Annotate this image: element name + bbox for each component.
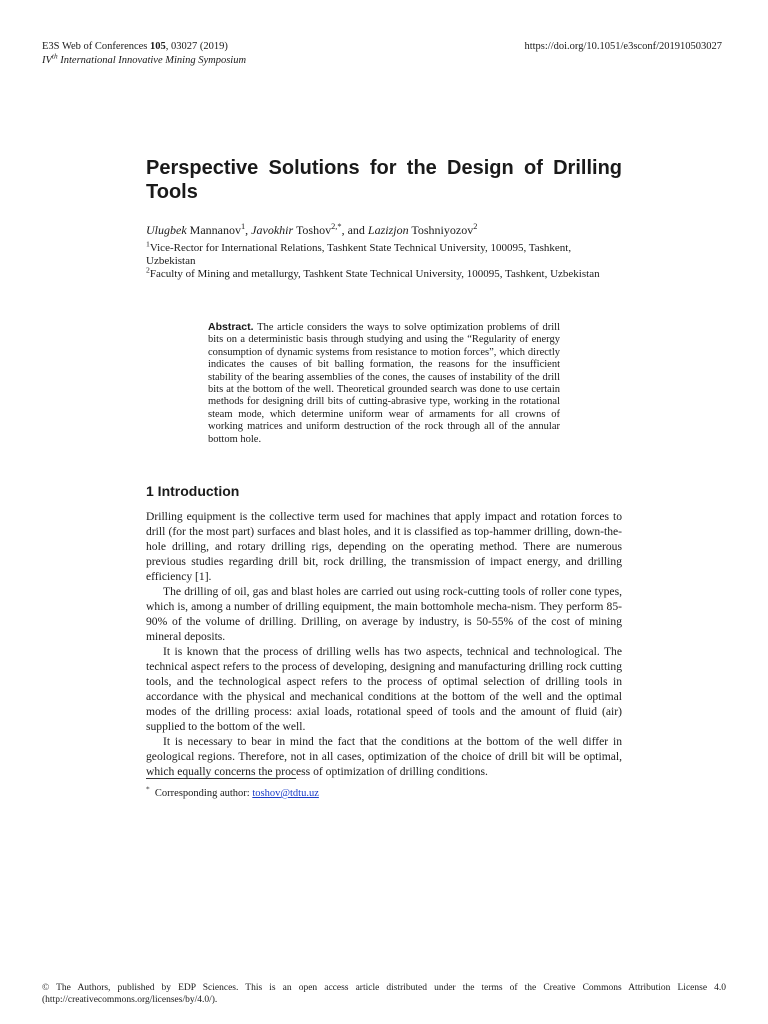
affiliation-item <box>146 239 622 268</box>
affiliations <box>146 239 622 281</box>
author-last-name: Mannanov <box>186 223 241 237</box>
affiliation-text: Vice-Rector for International Relations, Tashkent State Technical University, 100095, Tashkent, Uzbekistan <box>146 242 572 267</box>
paper-title: Perspective Solutions for the Design of Drilling Tools <box>146 157 622 203</box>
affiliation-mark: 2 <box>146 265 150 275</box>
footnote-label: Corresponding author: <box>149 788 253 799</box>
paragraph: It is known that the process of drilling wells has two aspects, technical and technological. The technical aspect refers to the process of developing, designing and manufacturing drilling rock cutting tools, and the technological aspect refers to the process of optimal selection of drilling tools in accordance with the physical and mechanical conditions at the bottom of the well and the optimal modes of the drilling process: axial loads, rotational speed of tools and the amount of fluid (air) supplied to the bottom of the well. <box>146 645 622 733</box>
affiliation-mark: 1 <box>146 239 150 249</box>
corresponding-email-link[interactable]: toshov@tdtu.uz <box>252 788 319 799</box>
footnote-marker: * <box>146 784 150 794</box>
author-first-name: Javokhir <box>251 223 294 237</box>
author-list <box>146 222 622 238</box>
body-text <box>146 509 622 779</box>
affiliation-text: Faculty of Mining and metallurgy, Tashkent State Technical University, 100095, Tashkent, Uzbekistan <box>149 268 600 280</box>
author-affiliation-mark: 1 <box>240 222 246 231</box>
author-last-name: Toshniyozov <box>408 223 474 237</box>
abstract-text: The article considers the ways to solve optimization problems of drill bits on a deterministic basis through studying and using the “Regularity of energy consumption of dynamic systems from resistance to motion forces”, which directly indicates the causes of bit balling formation, the reasons for the insufficient stability of the bearing assemblies of the cones, the causes of instability of the drill bits at the bottom of the well. Theoretical grounded search was done to use certain methods for designing drill bits of cutting-abrasive type, working in the rotational steam mode, which determine uniform wear of armaments for all crowns of working matrices and uniform destruction of the rock through all of the annular bottom hole. <box>208 322 560 445</box>
footnote <box>146 784 319 800</box>
doi-link[interactable]: https://doi.org/10.1051/e3sconf/201910503027 <box>524 41 722 52</box>
affiliation-item <box>146 265 622 281</box>
symposium-name <box>42 51 247 68</box>
abstract-label: Abstract. <box>208 321 254 333</box>
paragraph: Drilling equipment is the collective term used for machines that apply impact and rotation forces to drill (for the most part) surfaces and blast holes, and it is classified as top-hammer drilling, down-the-hole drilling, and rotary drilling rigs, depending on the operating method. There are numerous previous studies regarding drill bit, rock drilling, the transmission of impact energy, and drilling efficiency [1]. <box>146 510 622 583</box>
paragraph: The drilling of oil, gas and blast holes are carried out using rock-cutting tools of roller cone types, which is, among a number of drilling equipment, the main bottomhole mecha-nism. They perform 85-90% of the volume of drilling. Drilling, on average by industry, is 50-55% of the cost of mining mineral deposits. <box>146 585 622 643</box>
journal-volume: 105 <box>150 41 166 52</box>
author-first-name: Ulugbek <box>146 223 187 237</box>
author-separator: , and <box>341 223 368 237</box>
author-last-name: Toshov <box>293 223 332 237</box>
footnote-rule <box>146 778 296 779</box>
paragraph: It is necessary to bear in mind the fact that the conditions at the bottom of the well differ in geological regions. Therefore, not in all cases, optimization of the choice of drill bit will be optimal, which equally concerns the process of optimization of drilling conditions. <box>146 735 622 778</box>
abstract <box>208 321 560 446</box>
license-notice: © The Authors, published by EDP Sciences. This is an open access article distributed under the terms of the Creative Commons Attribution License 4.0 (http://creativecommons.org/licenses/by/4.0/). <box>42 983 726 1005</box>
article-number: , 03027 (2019) <box>165 41 228 52</box>
symposium-title: International Innovative Mining Symposium <box>57 55 247 66</box>
author-first-name: Lazizjon <box>367 223 409 237</box>
author-affiliation-mark: 2,* <box>331 222 342 231</box>
author-affiliation-mark: 2 <box>473 222 478 231</box>
journal-name: E3S Web of Conferences <box>42 41 151 52</box>
symposium-ordinal: IV <box>42 55 52 66</box>
symposium-ordinal-suffix: th <box>51 51 58 61</box>
journal-citation <box>42 40 228 54</box>
author-separator: , <box>245 223 252 237</box>
section-heading: 1 Introduction <box>146 483 240 499</box>
